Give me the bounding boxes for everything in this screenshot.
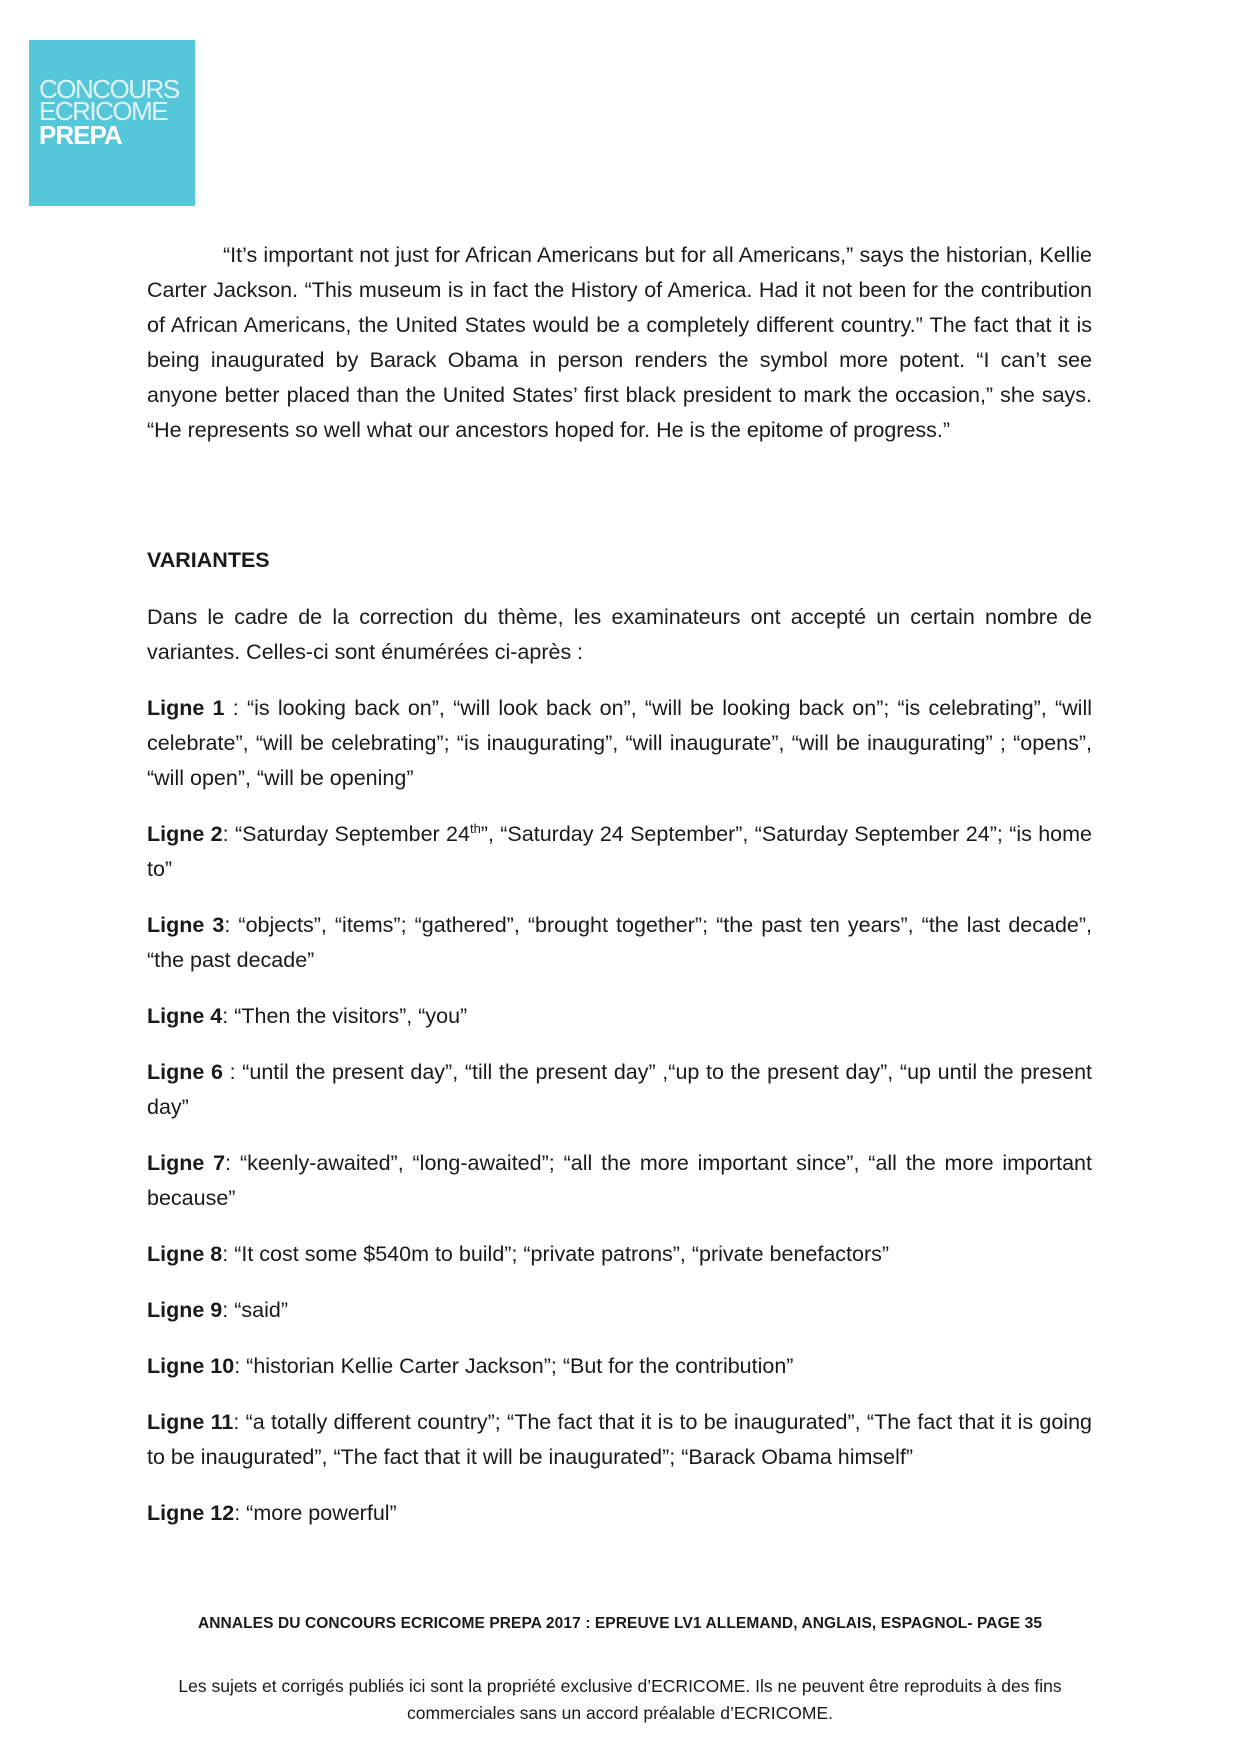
line-text: “is looking back on”, “will look back on”, “will be looking back on”; “is celebrating”, “will celebrate”, “will be celebrating”; “is inaugurating”, “will inaugurate”, “will be inaugurating” ; “opens”, “will open”, “will be opening”: [147, 696, 1093, 790]
quote-paragraph: “It’s important not just for African Americans but for all Americans,” says the historian, Kellie Carter Jackson. “This museum is in fact the History of America. Had it not been for the contribution of African Americans, the United States would be a completely different country.” The fact that it is being inaugurated by Barack Obama in person renders the symbol more potent. “I can’t see anyone better placed than the United States’ first black president to mark the occasion,” she says. “He represents so well what our ancestors hoped for. He is the epitome of progress.”: [147, 243, 1092, 442]
line-label: Ligne 2: [147, 822, 223, 846]
variant-line-12: Ligne 12: “more powerful”: [147, 1501, 397, 1525]
variant-line-9: Ligne 9: “said”: [147, 1298, 288, 1322]
line-text: “said”: [234, 1298, 288, 1322]
line-text: “until the present day”, “till the present day” ,“up to the present day”, “up until the present day”: [147, 1060, 1092, 1119]
line-label: Ligne 6: [147, 1060, 223, 1084]
line-text: “It cost some $540m to build”; “private patrons”, “private benefactors”: [234, 1242, 890, 1266]
logo-line-ecricome: ECRICOME: [39, 96, 168, 127]
variant-line-1: Ligne 1 : “is looking back on”, “will look back on”, “will be looking back on”; “is celebrating”, “will celebrate”, “will be celebrating”; “is inaugurating”, “will inaugurate”, “will be inaugurating” ; “opens”, “will open”, “will be opening”: [147, 696, 1093, 790]
variants-list: [147, 691, 1092, 1531]
line-text: “Saturday September 24: [234, 822, 470, 846]
line-label: Ligne 12: [147, 1501, 235, 1525]
line-text: “more powerful”: [246, 1501, 397, 1525]
variant-line-2: Ligne 2: “Saturday September 24th”, “Saturday 24 September”, “Saturday September 24”; “is home to”: [147, 820, 1093, 881]
line-label: Ligne 8: [147, 1242, 223, 1266]
line-text-cont: ”, “Saturday 24 September”, “Saturday September 24”; “is home to”: [147, 822, 1093, 881]
section-title: VARIANTES: [147, 548, 270, 572]
variant-line-10: Ligne 10: “historian Kellie Carter Jackson”; “But for the contribution”: [147, 1354, 794, 1378]
line-text: “keenly-awaited”, “long-awaited”; “all the more important since”, “all the more important because”: [147, 1151, 1092, 1210]
line-text: “a totally different country”; “The fact that it is to be inaugurated”, “The fact that it is going to be inaugurated”, “The fact that it will be inaugurated”; “Barack Obama himself”: [147, 1410, 1092, 1469]
ecricome-logo: [29, 40, 195, 206]
line-text: “Then the visitors”, “you”: [234, 1004, 468, 1028]
variant-line-6: Ligne 6 : “until the present day”, “till the present day” ,“up to the present day”, “up until the present day”: [147, 1060, 1092, 1119]
line-label: Ligne 9: [147, 1298, 223, 1322]
footer-copyright-note: Les sujets et corrigés publiés ici sont la propriété exclusive d’ECRICOME. Ils ne peuvent être reproduits à des fins commerciales sans un accord préalable d’ECRICOME.: [178, 1676, 1062, 1723]
variant-line-11: Ligne 11: “a totally different country”; “The fact that it is to be inaugurated”, “The fact that it is going to be inaugurated”, “The fact that it will be inaugurated”; “Barack Obama himself”: [147, 1410, 1092, 1469]
line-label: Ligne 4: [147, 1004, 223, 1028]
logo-line-prepa: PREPA: [39, 119, 122, 150]
line-label: Ligne 11: [147, 1410, 234, 1434]
ordinal-suffix: th: [469, 820, 481, 836]
logo-line-concours: CONCOURS: [39, 74, 179, 104]
line-text: “historian Kellie Carter Jackson”; “But for the contribution”: [246, 1354, 794, 1378]
line-label: Ligne 10: [147, 1354, 235, 1378]
line-label: Ligne 7: [147, 1151, 226, 1175]
intro-paragraph: Dans le cadre de la correction du thème, les examinateurs ont accepté un certain nombre de variantes. Celles-ci sont énumérées ci-après :: [147, 605, 1092, 664]
variant-line-8: Ligne 8: “It cost some $540m to build”; “private patrons”, “private benefactors”: [147, 1242, 890, 1266]
line-text: “objects”, “items”; “gathered”, “brought together”; “the past ten years”, “the last decade”, “the past decade”: [147, 913, 1092, 972]
variant-line-3: Ligne 3: “objects”, “items”; “gathered”, “brought together”; “the past ten years”, “the last decade”, “the past decade”: [147, 913, 1092, 972]
page-content: [147, 238, 1092, 1531]
variant-line-4: Ligne 4: “Then the visitors”, “you”: [147, 1004, 468, 1028]
variant-line-7: Ligne 7: “keenly-awaited”, “long-awaited”; “all the more important since”, “all the more important because”: [147, 1151, 1092, 1210]
line-label: Ligne 1: [147, 696, 225, 720]
line-label: Ligne 3: [147, 913, 225, 937]
footer-title: ANNALES DU CONCOURS ECRICOME PREPA 2017 : EPREUVE LV1 ALLEMAND, ANGLAIS, ESPAGNOL- PAGE 35: [197, 1615, 1043, 1632]
